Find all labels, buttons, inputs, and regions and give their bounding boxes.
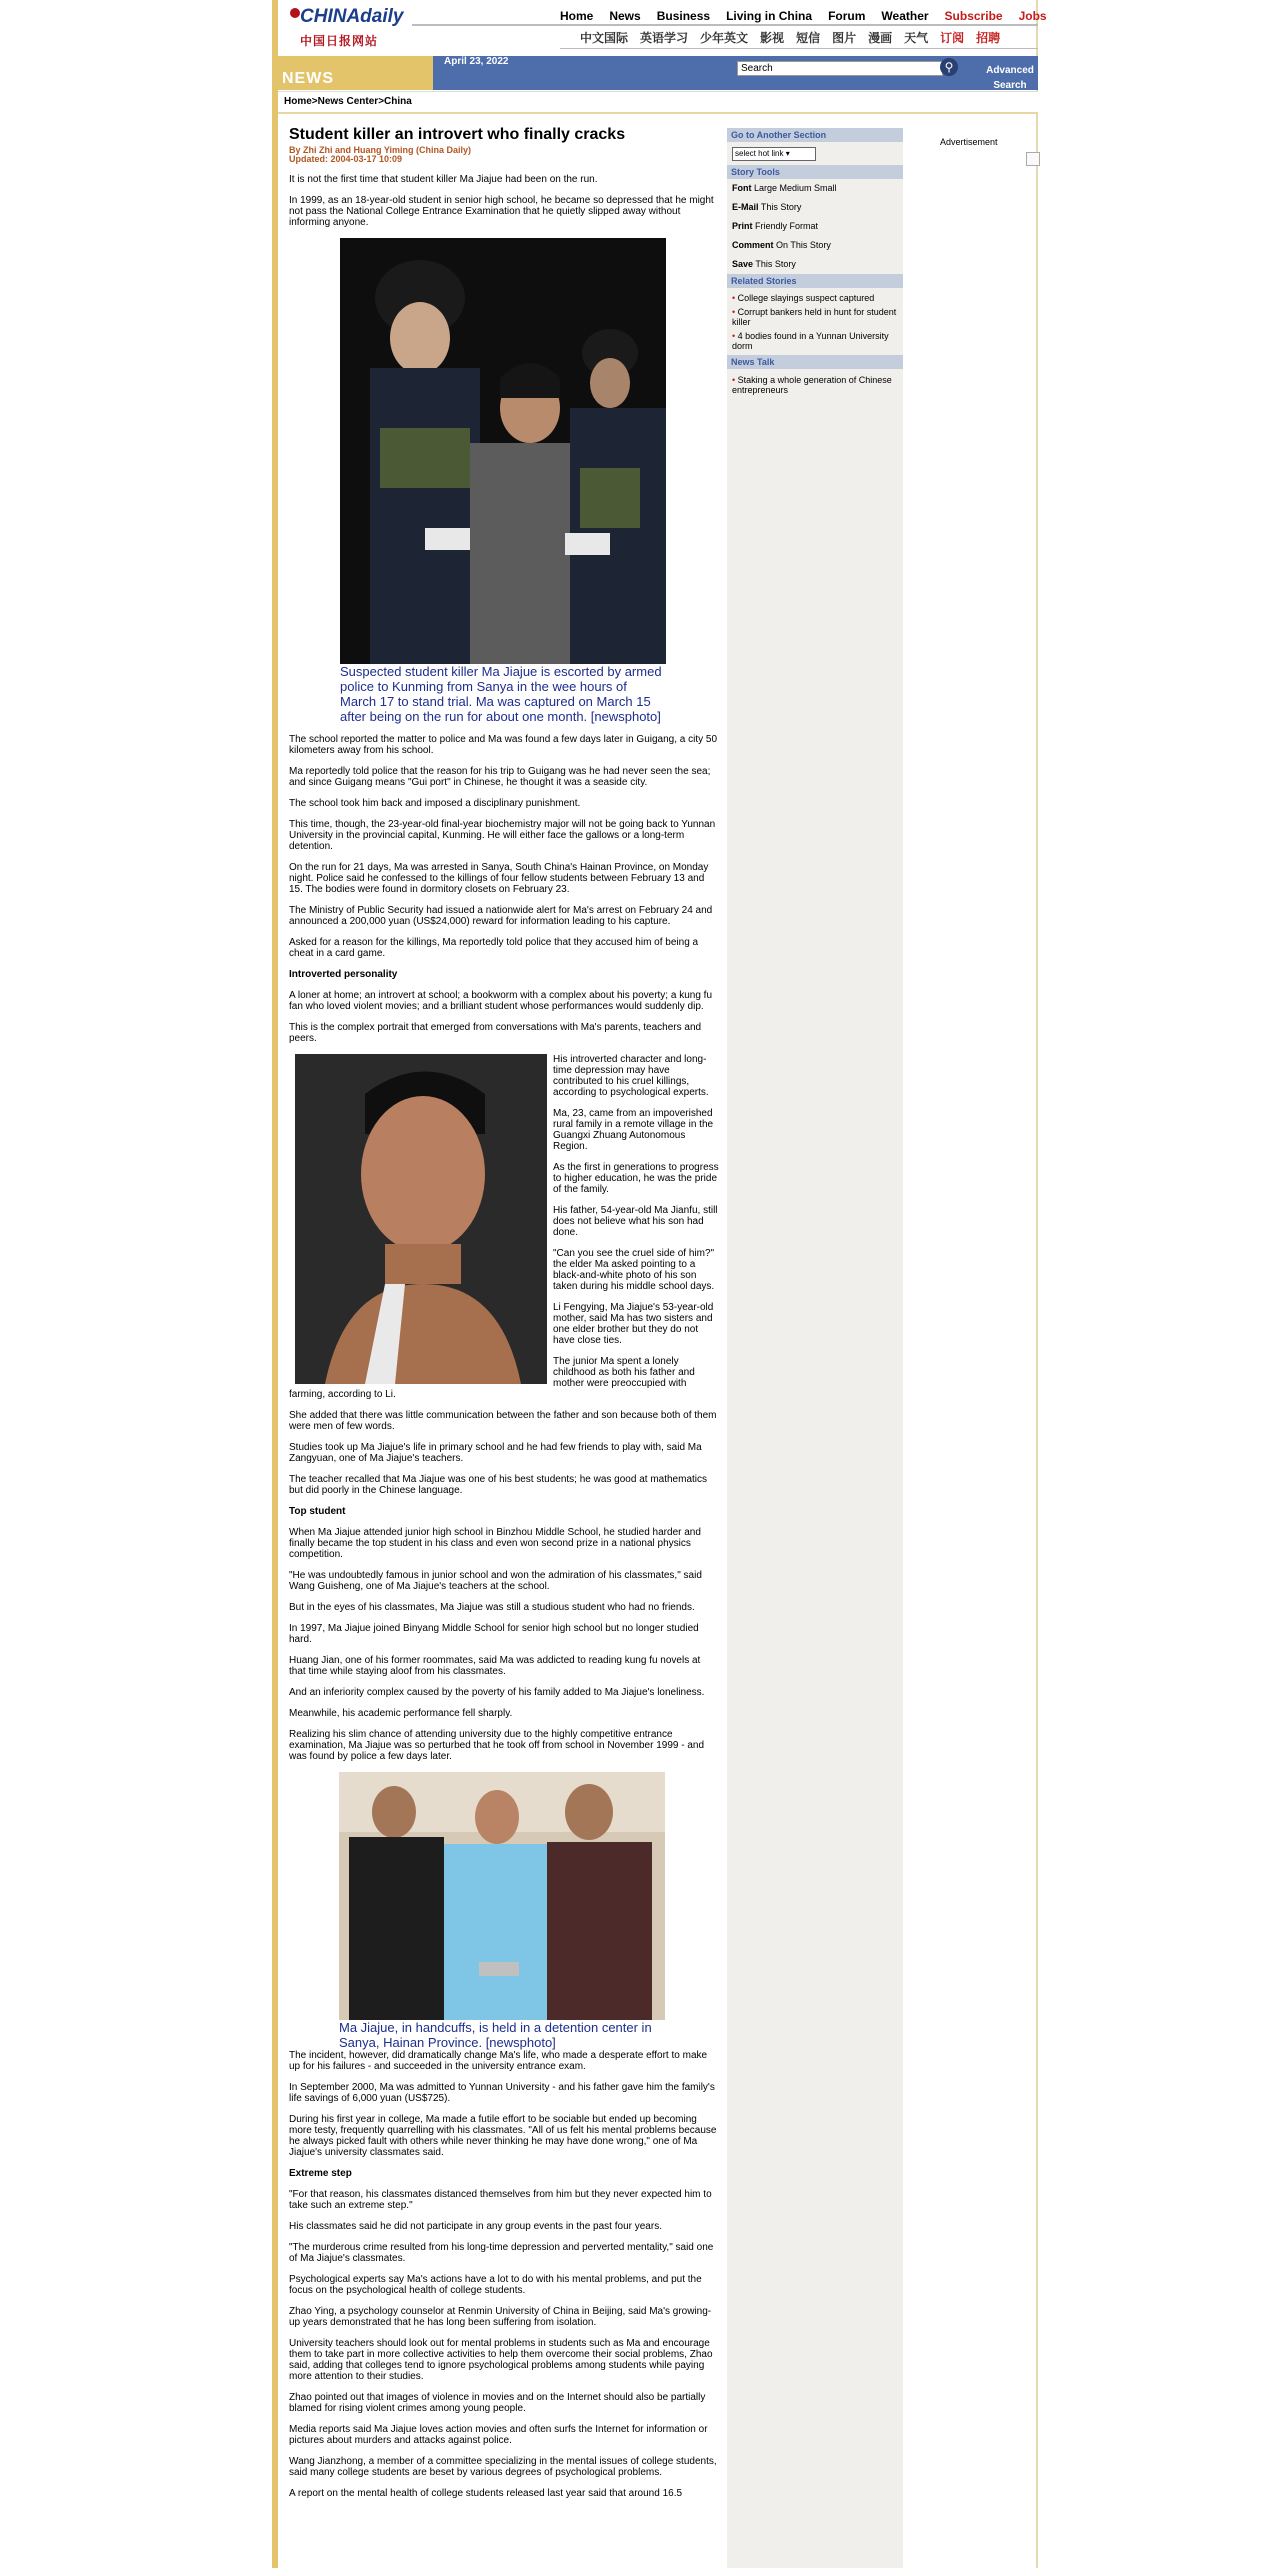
subhead-top-student: Top student	[289, 1506, 346, 1517]
photo-portrait	[295, 1054, 547, 1384]
breadcrumb-divider	[278, 112, 1038, 114]
intro-paragraph: In 1999, as an 18-year-old student in senior high school, he became so depressed that he might not pass the National College Entrance Examination that he quietly slipped away without informing anyone.	[289, 195, 714, 228]
current-date: April 23, 2022	[444, 56, 509, 67]
float-paragraph: Li Fengying, Ma Jiajue's 53-year-old mother, said Ma has two sisters and one elder brother but they do not have close ties.	[553, 1302, 714, 1346]
photo-escort-illustration	[340, 238, 666, 664]
subhead-extreme-step: Extreme step	[289, 2168, 352, 2179]
body-paragraph: Meanwhile, his academic performance fell sharply.	[289, 1708, 513, 1719]
body-paragraph: She added that there was little communication between the father and son because both of them were men of few words.	[289, 1410, 717, 1432]
body-paragraph: This is the complex portrait that emerged from conversations with Ma's parents, teachers and peers.	[289, 1022, 702, 1044]
body-paragraph: The incident, however, did dramatically change Ma's life, who made a desperate effort to make up for his failures - and succeeded in the university entrance exam.	[289, 2050, 708, 2072]
story-tool-item[interactable]	[727, 198, 903, 217]
top-nav	[560, 9, 1047, 25]
body-paragraph: Studies took up Ma Jiajue's life in primary school and he had few friends to play with, said Ma Zangyuan, one of Ma Jiajue's teachers.	[289, 1442, 702, 1464]
subhead-introverted: Introverted personality	[289, 969, 398, 980]
advertisement-label: Advertisement	[940, 137, 998, 147]
advanced-search-label: Advanced Search	[986, 65, 1034, 91]
body-paragraph: A loner at home; an introvert at school; a bookworm with a complex about his poverty; a kung fu fan who loved violent movies; and a brilliant student whose performances would suddenly dip.	[289, 990, 713, 1012]
cn-nav-item[interactable]: 影视	[760, 31, 785, 45]
story-tool-desc: This Story	[753, 259, 796, 269]
body-paragraph: "He was undoubtedly famous in junior school and won the admiration of his classmates," said Wang Guisheng, one of Ma Jiajue's teachers at the school.	[289, 1570, 702, 1592]
updated-date: Updated: 2004-03-17 10:09	[289, 154, 403, 164]
photo-block-2	[339, 1772, 665, 2050]
photo-portrait-illustration	[295, 1054, 547, 1384]
sidebar	[727, 128, 903, 2568]
sidebar-header-tools: Story Tools	[727, 165, 903, 179]
body-paragraph: And an inferiority complex caused by the poverty of his family added to Ma Jiajue's loneliness.	[289, 1687, 705, 1698]
story-tool-desc: Friendly Format	[752, 221, 819, 231]
photo-block-1	[340, 238, 666, 724]
related-story-link[interactable]	[727, 291, 903, 305]
photo-caption-2: Ma Jiajue, in handcuffs, is held in a detention center in Sanya, Hainan Province. [newsphoto]	[339, 2020, 652, 2050]
hot-link-select[interactable]: select hot link ▾	[732, 147, 816, 161]
bullet-icon: •	[732, 307, 738, 317]
related-story-link-label: College slayings suspect captured	[737, 293, 875, 303]
body-paragraph: University teachers should look out for mental problems in students such as Ma and encourage them to take part in more collective activities to help them overcome their social problems, Zhao said, adding that colleges tend to ignore psychological problems among students while paying more attention to their studies.	[289, 2338, 713, 2382]
body-paragraph: The teacher recalled that Ma Jiajue was one of his best students; he was good at mathematics but did poorly in the Chinese language.	[289, 1474, 708, 1496]
site-logo-cn: 中国日报网站	[300, 34, 379, 48]
wrap-paragraph: The junior Ma spent a lonely childhood as both his father and mother were preoccupied with farming, according to Li.	[289, 1356, 695, 1400]
float-paragraph: Ma, 23, came from an impoverished rural family in a remote village in the Guangxi Zhuang Autonomous Region.	[553, 1108, 714, 1152]
cn-nav-item[interactable]: 招聘	[976, 31, 1001, 45]
body-paragraph: The Ministry of Public Security had issued a nationwide alert for Ma's arrest on February 24 and announced a 200,000 yuan (US$24,000) reward for information leading to his capture.	[289, 905, 713, 927]
body-paragraph: Ma reportedly told police that the reason for his trip to Guigang was he had never seen the sea; and since Guigang means "Gui port" in Chinese, he thought it was a seaside city.	[289, 766, 711, 788]
chinese-nav	[580, 29, 1038, 46]
story-tool-name: Font	[732, 183, 752, 193]
byline: By Zhi Zhi and Huang Yiming (China Daily)	[289, 145, 472, 155]
story-tool-name: E-Mail	[732, 202, 759, 212]
bullet-icon: •	[732, 331, 738, 341]
body-paragraph: But in the eyes of his classmates, Ma Jiajue was still a studious student who had no friends.	[289, 1602, 695, 1613]
sidebar-header-talk: News Talk	[727, 355, 903, 369]
body-paragraph: During his first year in college, Ma made a futile effort to be sociable but ended up becoming more testy, frequently quarrelling with his classmates. "All of us felt his mental problems because he always picked fault with others while never thinking he may have done wrong," one of Ma Jiajue's university classmates said.	[289, 2114, 717, 2158]
site-logo[interactable]: CHINAdaily	[300, 6, 404, 27]
float-paragraph: "Can you see the cruel side of him?" the elder Ma asked pointing to a black-and-white photo of his son taken during his middle school days.	[553, 1248, 715, 1292]
cn-nav-item[interactable]: 短信	[796, 31, 821, 45]
story-tool-item[interactable]	[727, 179, 903, 198]
body-paragraphs-f	[289, 2189, 719, 2499]
select-value: select hot link	[735, 149, 784, 158]
body-paragraph: A report on the mental health of college students released last year said that around 16.5	[289, 2488, 683, 2499]
float-paragraph: His introverted character and long-time depression may have contributed to his cruel killings, according to psychological experts.	[553, 1054, 709, 1098]
story-tool-item[interactable]	[727, 217, 903, 236]
body-paragraph: "The murderous crime resulted from his long-time depression and perverted mentality," said one of Ma Jiajue's classmates.	[289, 2242, 714, 2264]
section-label: NEWS	[282, 70, 334, 87]
story-tools	[727, 179, 903, 274]
article	[289, 126, 719, 2509]
body-paragraphs-e	[289, 2050, 719, 2158]
cn-nav-item[interactable]: 天气	[904, 31, 929, 45]
advertisement-image[interactable]	[1026, 152, 1040, 166]
story-tool-item[interactable]	[727, 236, 903, 255]
photo-escort	[340, 238, 666, 664]
nav-home[interactable]: Home	[560, 9, 594, 23]
bullet-icon: •	[732, 293, 738, 303]
related-story-link-label: Corrupt bankers held in hunt for student killer	[732, 307, 897, 327]
related-story-link[interactable]	[727, 305, 903, 329]
body-paragraph: Asked for a reason for the killings, Ma reportedly told police that they accused him of being a cheat in a card game.	[289, 937, 699, 959]
body-paragraph: In 1997, Ma Jiajue joined Binyang Middle School for senior high school but no longer studied hard.	[289, 1623, 699, 1645]
body-paragraph: This time, though, the 23-year-old final-year biochemistry major will not be going back to Yunnan University in the provincial capital, Kunming. He will either face the gallows or a long-term detention.	[289, 819, 716, 852]
body-paragraph: His classmates said he did not participate in any group events in the past four years.	[289, 2221, 662, 2232]
body-paragraph: Zhao Ying, a psychology counselor at Renmin University of China in Beijing, said Ma's growing-up years demonstrated that he has long been suffering from isolation.	[289, 2306, 712, 2328]
related-story-link-label: 4 bodies found in a Yunnan University dorm	[732, 331, 889, 351]
body-paragraph: Wang Jianzhong, a member of a committee specializing in the mental issues of college students, said many college students are beset by various degrees of psychological problems.	[289, 2456, 717, 2478]
story-tool-desc: Large Medium Small	[751, 183, 837, 193]
body-paragraph: On the run for 21 days, Ma was arrested in Sanya, South China's Hainan Province, on Monday night. Police said he confessed to the killings of four fellow students between February 13 and 15. The bodies were found in dormitory closets on February 23.	[289, 862, 709, 895]
story-tool-item[interactable]	[727, 255, 903, 274]
float-paragraph: As the first in generations to progress to higher education, he was the pride of the family.	[553, 1162, 719, 1195]
story-tool-desc: This Story	[758, 202, 802, 212]
photo-handcuffs-illustration	[339, 1772, 665, 2020]
body-paragraph: Zhao pointed out that images of violence in movies and on the Internet should also be partially blamed for rising violent crimes among young people.	[289, 2392, 706, 2414]
nav-jobs[interactable]: Jobs	[1018, 9, 1047, 23]
news-talk	[727, 369, 903, 397]
nav-business[interactable]: Business	[656, 9, 711, 23]
story-tool-name: Comment	[732, 240, 774, 250]
body-paragraph: Huang Jian, one of his former roommates, said Ma was addicted to reading kung fu novels at that time while staying aloof from his classmates.	[289, 1655, 701, 1677]
body-paragraph: The school reported the matter to police and Ma was found a few days later in Guigang, a city 50 kilometers away from his school.	[289, 734, 718, 756]
cn-nav-item[interactable]: 中文国际	[580, 31, 629, 45]
article-title: Student killer an introvert who finally cracks	[289, 126, 626, 143]
header-divider-2	[560, 48, 1038, 49]
related-stories	[727, 288, 903, 353]
related-story-link[interactable]	[727, 329, 903, 353]
news-talk-link-label: Staking a whole generation of Chinese entrepreneurs	[732, 375, 892, 395]
left-frame-border	[272, 0, 278, 2568]
body-paragraph: "For that reason, his classmates distanced themselves from him but they never expected him to take such an extreme step."	[289, 2189, 712, 2211]
story-tool-desc: On This Story	[773, 240, 831, 250]
body-paragraph: Media reports said Ma Jiajue loves action movies and often surfs the Internet for information or pictures about murders and attacks against police.	[289, 2424, 708, 2446]
intro-paragraph: It is not the first time that student killer Ma Jiajue had been on the run.	[289, 174, 598, 185]
story-tool-name: Save	[732, 259, 754, 269]
logo-mark-icon	[290, 8, 300, 18]
nav-weather[interactable]: Weather	[881, 9, 929, 23]
body-paragraphs-d	[289, 1527, 719, 1762]
body-paragraph: Realizing his slim chance of attending university due to the highly competitive entrance examination, Ma Jiajue was so perturbed that he took off from school in November 1999 - and was found by police a few days later.	[289, 1729, 705, 1762]
body-paragraph: The school took him back and imposed a disciplinary punishment.	[289, 798, 581, 809]
cn-nav-item[interactable]: 图片	[832, 31, 857, 45]
float-paragraph: His father, 54-year-old Ma Jianfu, still does not believe what his son had done.	[553, 1205, 718, 1238]
advanced-search-link[interactable]	[985, 63, 1035, 93]
news-talk-link[interactable]	[727, 373, 903, 397]
cn-nav-item[interactable]: 订阅	[940, 31, 965, 45]
right-frame-border	[1036, 0, 1038, 2568]
nav-living-in-china[interactable]: Living in China	[726, 9, 813, 23]
bullet-icon: •	[732, 375, 738, 385]
cn-nav-item[interactable]: 英语学习	[640, 31, 689, 45]
photo-caption-1: Suspected student killer Ma Jiajue is escorted by armed police to Kunming from Sanya in the wee hours of March 17 to stand trial. Ma was captured on March 15 after being on the run for about one month. [newsphoto]	[340, 664, 662, 724]
nav-news[interactable]: News	[609, 9, 641, 23]
breadcrumb[interactable]: Home>News Center>China	[284, 96, 412, 107]
float-photo-block	[289, 1054, 719, 1410]
story-tool-name: Print	[732, 221, 753, 231]
body-paragraphs-b	[289, 990, 719, 1044]
intro-paragraphs	[289, 174, 719, 228]
nav-subscribe[interactable]: Subscribe	[944, 9, 1003, 23]
photo-handcuffs	[339, 1772, 665, 2020]
body-paragraph: Psychological experts say Ma's actions have a lot to do with his mental problems, and put the focus on the psychological health of college students.	[289, 2274, 702, 2296]
sidebar-header-related: Related Stories	[727, 274, 903, 288]
cn-nav-item[interactable]: 漫画	[868, 31, 893, 45]
sidebar-header-sections: Go to Another Section	[727, 128, 903, 142]
nav-forum[interactable]: Forum	[828, 9, 866, 23]
body-paragraphs-a	[289, 734, 719, 959]
body-paragraph: When Ma Jiajue attended junior high school in Binzhou Middle School, he studied harder and finally became the top student in his class and even won second prize in a national physics competition.	[289, 1527, 701, 1560]
body-paragraphs-c	[289, 1410, 719, 1496]
search-input[interactable]	[737, 61, 943, 76]
search-icon[interactable]: ⚲	[940, 58, 958, 76]
body-paragraph: In September 2000, Ma was admitted to Yunnan University - and his father gave him the family's life savings of 6,000 yuan (US$725).	[289, 2082, 715, 2104]
cn-nav-item[interactable]: 少年英文	[700, 31, 749, 45]
